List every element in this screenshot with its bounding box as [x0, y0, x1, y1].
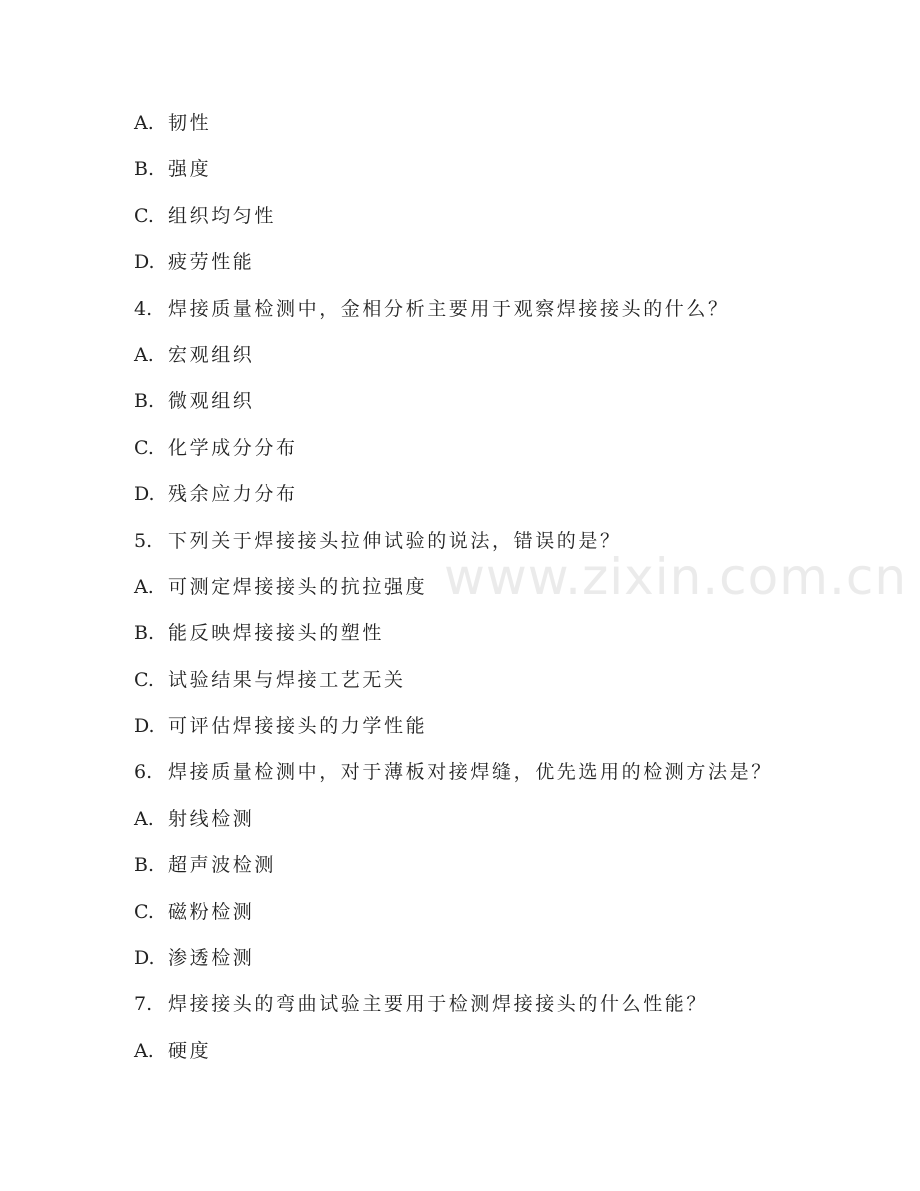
- option-line: [134, 614, 854, 660]
- line-text: 微观组织: [168, 390, 255, 413]
- line-text: 渗透检测: [168, 947, 255, 970]
- line-text: 化学成分分布: [168, 436, 298, 459]
- option-line: [134, 150, 854, 196]
- question-number: 5.: [134, 529, 153, 552]
- question-line: [134, 985, 854, 1031]
- option-line: [134, 568, 854, 614]
- line-marker: B.: [134, 622, 155, 645]
- line-marker: D.: [134, 251, 155, 274]
- option-line: [134, 1032, 854, 1078]
- question-number: 6.: [134, 761, 153, 784]
- line-marker: D.: [134, 483, 155, 506]
- option-line: [134, 661, 854, 707]
- line-text: 试验结果与焊接工艺无关: [168, 668, 406, 691]
- line-marker: A.: [134, 807, 154, 830]
- option-line: [134, 707, 854, 753]
- line-text: 超声波检测: [168, 854, 277, 877]
- line-marker: D.: [134, 715, 155, 738]
- line-text: 射线检测: [168, 807, 255, 830]
- option-line: [134, 939, 854, 985]
- line-marker: A.: [134, 575, 154, 598]
- option-line: [134, 429, 854, 475]
- question-text: 焊接接头的弯曲试验主要用于检测焊接接头的什么性能？: [168, 993, 709, 1016]
- option-line: [134, 104, 854, 150]
- line-marker: A.: [134, 1039, 154, 1062]
- line-text: 硬度: [168, 1039, 212, 1062]
- line-text: 可测定焊接接头的抗拉强度: [168, 575, 428, 598]
- line-text: 残余应力分布: [168, 483, 298, 506]
- watermark: www.zixin.com.cn: [444, 548, 908, 606]
- line-marker: B.: [134, 390, 155, 413]
- line-marker: B.: [134, 854, 155, 877]
- question-line: [134, 522, 854, 568]
- line-marker: C.: [134, 436, 154, 459]
- line-marker: C.: [134, 900, 154, 923]
- question-number: 4.: [134, 297, 153, 320]
- option-line: [134, 846, 854, 892]
- option-line: [134, 382, 854, 428]
- question-text: 焊接质量检测中，对于薄板对接焊缝，优先选用的检测方法是？: [168, 761, 773, 784]
- question-text: 焊接质量检测中，金相分析主要用于观察焊接接头的什么？: [168, 297, 730, 320]
- line-text: 可评估焊接接头的力学性能: [168, 715, 428, 738]
- option-line: [134, 197, 854, 243]
- option-line: [134, 475, 854, 521]
- question-list: [134, 104, 854, 1078]
- line-marker: B.: [134, 158, 155, 181]
- line-text: 能反映焊接接头的塑性: [168, 622, 385, 645]
- line-marker: D.: [134, 947, 155, 970]
- option-line: [134, 800, 854, 846]
- line-marker: A.: [134, 343, 154, 366]
- line-marker: C.: [134, 668, 154, 691]
- option-line: [134, 336, 854, 382]
- option-line: [134, 893, 854, 939]
- line-text: 磁粉检测: [168, 900, 255, 923]
- question-line: [134, 290, 854, 336]
- question-number: 7.: [134, 993, 153, 1016]
- line-text: 强度: [168, 158, 212, 181]
- line-marker: C.: [134, 204, 154, 227]
- line-marker: A.: [134, 112, 154, 134]
- question-line: [134, 753, 854, 799]
- option-line: [134, 243, 854, 289]
- line-text: 宏观组织: [168, 343, 255, 366]
- line-text: 组织均匀性: [168, 204, 277, 227]
- question-text: 下列关于焊接接头拉伸试验的说法，错误的是？: [168, 529, 622, 552]
- line-text: 韧性: [168, 112, 212, 134]
- line-text: 疲劳性能: [168, 251, 255, 274]
